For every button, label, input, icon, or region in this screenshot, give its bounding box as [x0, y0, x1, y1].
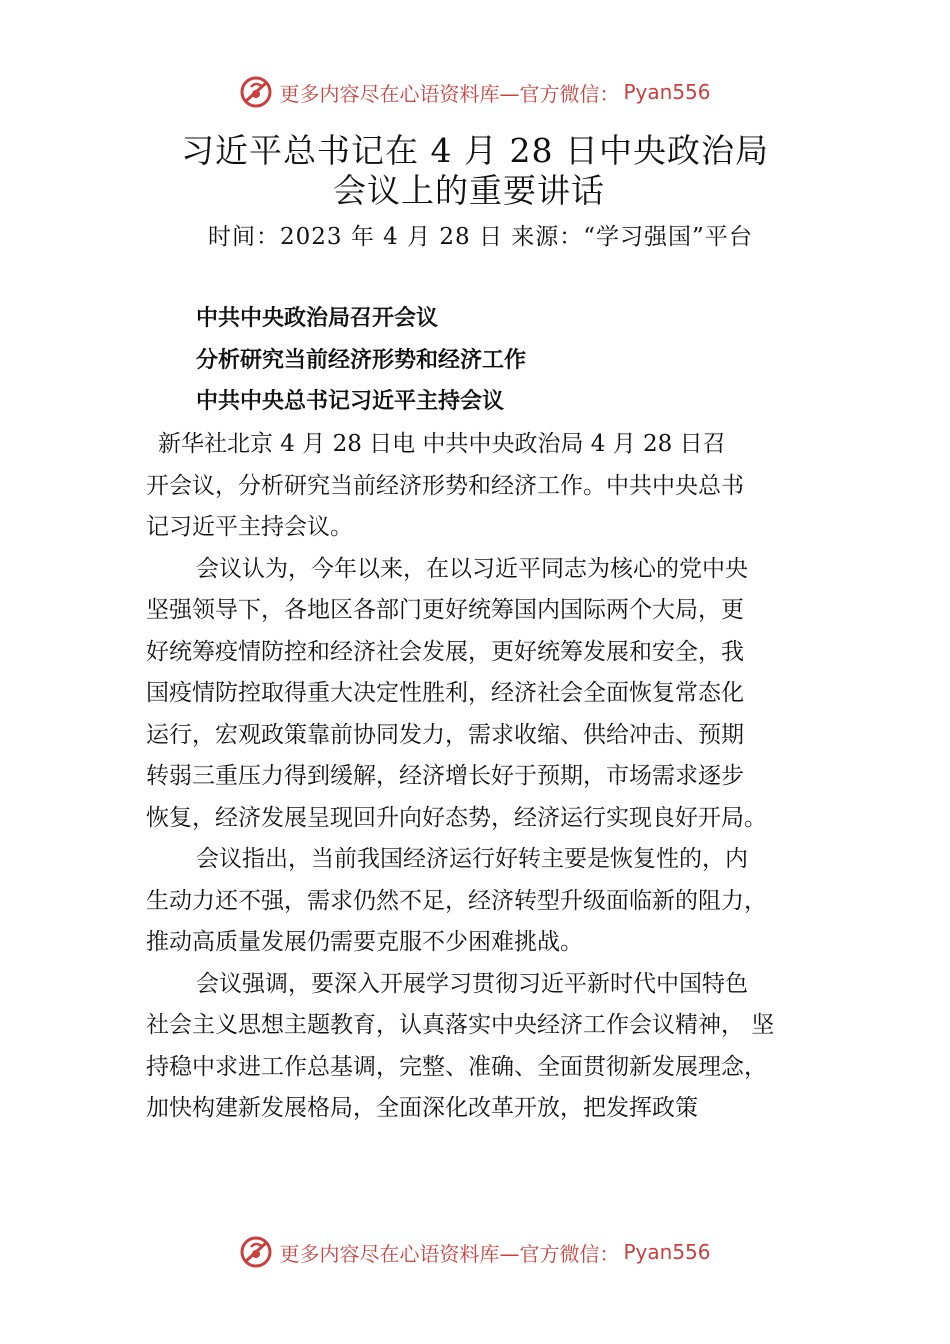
article-body	[146, 424, 836, 1130]
body-line: 会议认为，今年以来，在以习近平同志为核心的党中央	[196, 555, 748, 582]
body-line: 新华社北京 4 月 28 日电 中共中央政治局 4 月 28 日召	[158, 431, 726, 457]
banner-wechat-id: Pyan556	[623, 1240, 711, 1264]
body-line: 持稳中求进工作总基调，完整、准确、全面贯彻新发展理念，	[146, 1053, 767, 1080]
body-line: 推动高质量发展仍需要克服不少困难挑战。	[146, 929, 583, 955]
body-line: 国疫情防控取得重大决定性胜利，经济社会全面恢复常态化	[146, 680, 744, 706]
article-meta: 时间：2023 年 4 月 28 日 来源：“学习强国”平台	[208, 224, 753, 250]
footer-banner	[0, 1232, 950, 1272]
body-line: 会议强调，要深入开展学习贯彻习近平新时代中国特色	[196, 970, 748, 997]
body-line: 好统筹疫情防控和经济社会发展，更好统筹发展和安全，我	[146, 638, 744, 665]
body-line: 会议指出，当前我国经济运行好转主要是恢复性的，内	[196, 846, 748, 872]
logo-icon	[239, 75, 273, 109]
banner-text: 更多内容尽在心语资料库—官方微信：	[279, 1241, 620, 1266]
body-line: 运行，宏观政策靠前协同发力，需求收缩、供给冲击、预期	[146, 721, 744, 748]
banner-text: 更多内容尽在心语资料库—官方微信：	[279, 81, 620, 106]
headline: 中共中央总书记习近平主持会议	[196, 389, 505, 414]
headline: 分析研究当前经济形势和经济工作	[196, 347, 527, 373]
banner-wechat-id: Pyan556	[623, 80, 711, 104]
logo-icon	[239, 1235, 273, 1269]
article-title-line-2: 会议上的重要讲话	[333, 171, 605, 210]
body-line: 社会主义思想主题教育，认真落实中央经济工作会议精神， 坚	[146, 1012, 775, 1038]
body-line: 坚强领导下，各地区各部门更好统筹国内国际两个大局，更	[146, 597, 744, 623]
body-line: 恢复，经济发展呈现回升向好态势，经济运行实现良好开局。	[146, 804, 767, 831]
article-title-line-1: 习近平总书记在 4 月 28 日中央政治局	[181, 131, 769, 170]
body-line: 记习近平主持会议。	[146, 514, 353, 540]
body-line: 加快构建新发展格局，全面深化改革开放，把发挥政策	[146, 1095, 698, 1121]
body-line: 开会议，分析研究当前经济形势和经济工作。中共中央总书	[146, 472, 744, 499]
headline: 中共中央政治局召开会议	[196, 306, 439, 331]
body-line: 生动力还不强，需求仍然不足，经济转型升级面临新的阻力，	[146, 887, 767, 914]
body-line: 转弱三重压力得到缓解，经济增长好于预期，市场需求逐步	[146, 763, 744, 789]
header-banner	[0, 72, 950, 112]
headline-block	[196, 298, 526, 423]
